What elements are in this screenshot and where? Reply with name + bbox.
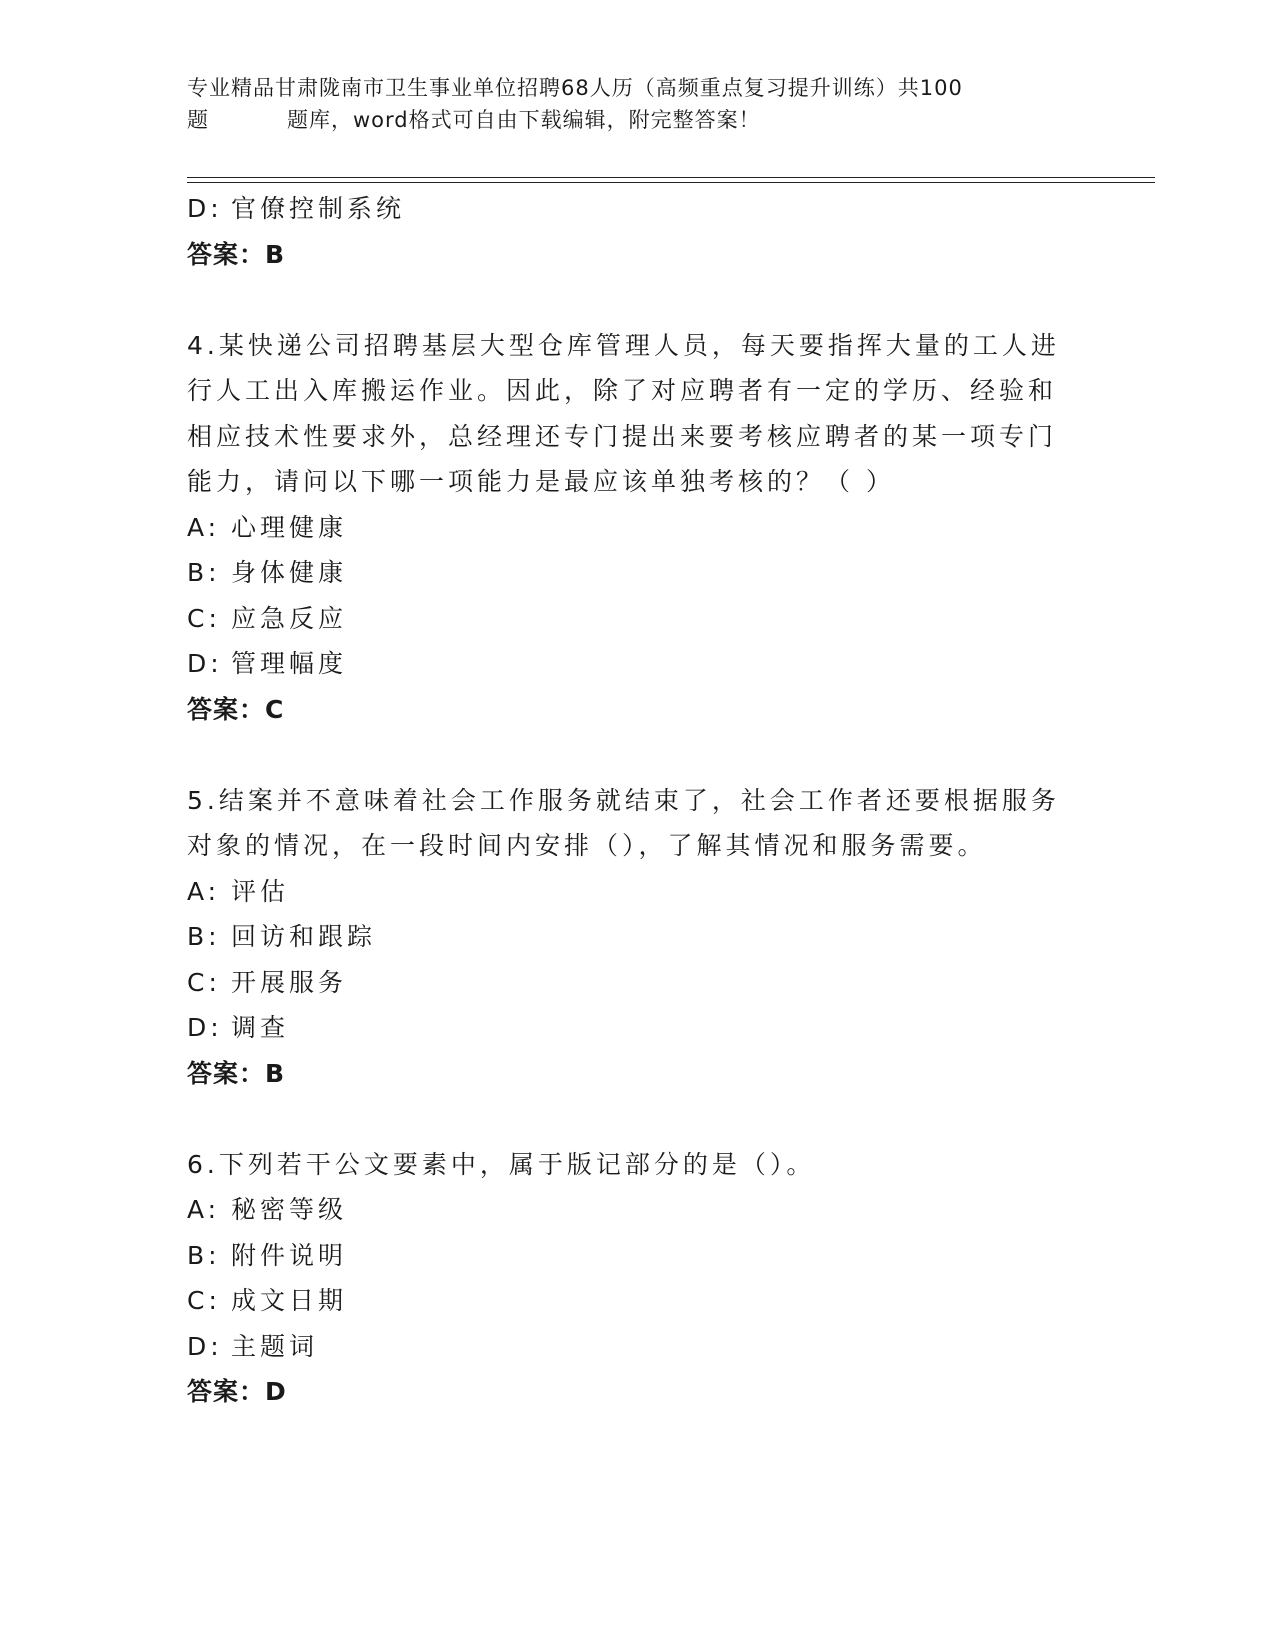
option-label: C: — [187, 967, 221, 997]
option-label: D: — [187, 649, 223, 678]
option-label: B: — [187, 1240, 221, 1270]
q4-option-c — [187, 596, 1087, 642]
option-label: D: — [187, 1331, 223, 1361]
header-title-rest: 题库，word格式可自由下载编辑，附完整答案！ — [287, 108, 761, 132]
option-text: 应急反应 — [231, 603, 348, 633]
q6-stem-line-1: 6.下列若干公文要素中，属于版记部分的是（）。 — [187, 1149, 816, 1179]
q5-option-c — [187, 960, 1087, 1006]
option-text: 成文日期 — [231, 1286, 348, 1315]
q5-option-d — [187, 1005, 1087, 1051]
q6-option-b — [187, 1233, 1087, 1279]
q5-stem-line-1: 5.结案并不意味着社会工作服务就结束了，社会工作者还要根据服务 — [187, 785, 1060, 815]
spacer — [187, 1096, 1087, 1142]
option-label: A: — [187, 876, 221, 906]
q4-stem-line-1: 4.某快递公司招聘基层大型仓库管理人员，每天要指挥大量的工人进 — [187, 330, 1060, 360]
question-content — [187, 186, 1087, 1415]
option-label: C: — [187, 603, 221, 633]
q5-option-a — [187, 869, 1087, 915]
q4-stem-line-2: 行人工出入库搬运作业。因此，除了对应聘者有一定的学历、经验和 — [187, 376, 1058, 405]
option-label: D: — [187, 194, 223, 223]
header-rule-top — [187, 177, 1155, 178]
header-title-line-1: 专业精品甘肃陇南市卫生事业单位招聘68人历（高频重点复习提升训练）共100 — [187, 76, 963, 100]
option-label: A: — [187, 1195, 221, 1224]
option-label: D: — [187, 1013, 223, 1042]
option-text: 官僚控制系统 — [231, 194, 406, 223]
q3-answer: 答案：B — [187, 239, 286, 269]
q4-stem-line-3: 相应技术性要求外，总经理还专门提出来要考核应聘者的某一项专门 — [187, 421, 1058, 451]
q5-stem-line-2: 对象的情况，在一段时间内安排（），了解其情况和服务需要。 — [187, 831, 987, 860]
option-text: 心理健康 — [231, 512, 348, 542]
q6-answer: 答案：D — [187, 1377, 287, 1406]
option-text: 主题词 — [231, 1331, 319, 1361]
page-header — [187, 72, 1087, 136]
q5-answer: 答案：B — [187, 1058, 286, 1088]
q4-option-d — [187, 641, 1087, 687]
option-text: 身体健康 — [231, 558, 348, 587]
q3-option-d — [187, 186, 1087, 232]
spacer — [187, 732, 1087, 778]
q6-option-a — [187, 1187, 1087, 1233]
option-text: 附件说明 — [231, 1240, 348, 1270]
option-label: A: — [187, 512, 221, 542]
option-label: B: — [187, 922, 221, 951]
header-title-lead: 题 — [187, 108, 209, 132]
q4-stem-line-4: 能力，请问以下哪一项能力是最应该单独考核的？（ ） — [187, 467, 895, 496]
q4-option-a — [187, 505, 1087, 551]
q5-option-b — [187, 914, 1087, 960]
q6-option-c — [187, 1278, 1087, 1324]
option-text: 调查 — [231, 1013, 290, 1042]
option-text: 评估 — [231, 876, 290, 906]
header-title-line-2 — [187, 104, 1087, 136]
option-label: B: — [187, 558, 221, 587]
q4-answer: 答案：C — [187, 694, 285, 724]
option-text: 秘密等级 — [231, 1195, 348, 1224]
header-rule-bottom — [187, 182, 1155, 183]
q4-option-b — [187, 550, 1087, 596]
q6-option-d — [187, 1324, 1087, 1370]
option-label: C: — [187, 1286, 221, 1315]
spacer — [187, 277, 1087, 323]
option-text: 开展服务 — [231, 967, 348, 997]
option-text: 管理幅度 — [231, 649, 348, 678]
option-text: 回访和跟踪 — [231, 922, 377, 951]
